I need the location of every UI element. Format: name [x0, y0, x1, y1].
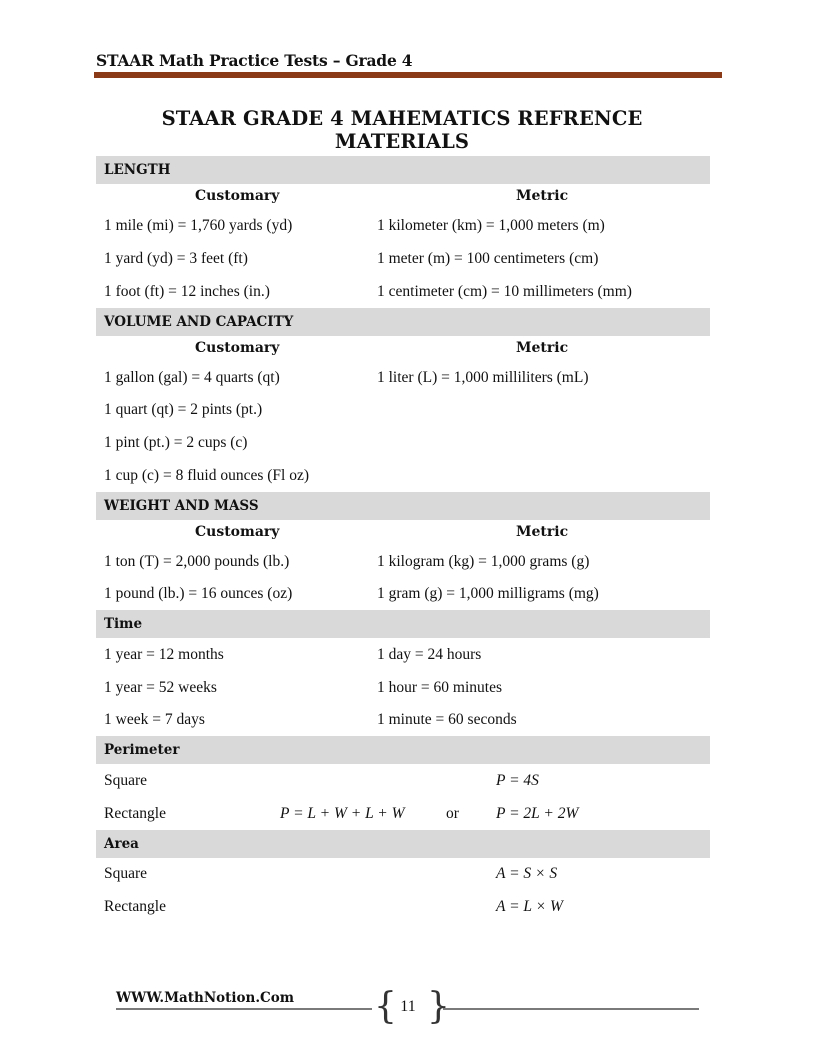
table-row: [96, 362, 710, 394]
customary-label: Customary: [195, 188, 280, 204]
formula: A = L × W: [496, 897, 563, 915]
table-row: [96, 394, 710, 426]
formula: P = L + W + L + W: [280, 804, 405, 822]
shape-label: Square: [104, 865, 148, 882]
metric-cell: 1 liter (L) = 1,000 milliliters (mL): [377, 369, 589, 386]
reference-table: [96, 156, 710, 923]
footer-rule-left: [116, 1008, 372, 1010]
time-cell: 1 year = 52 weeks: [104, 679, 217, 696]
metric-cell: 1 kilogram (kg) = 1,000 grams (g): [377, 553, 590, 570]
footer-rule-right: [443, 1008, 699, 1010]
customary-cell: 1 ton (T) = 2,000 pounds (lb.): [104, 553, 290, 570]
table-row: [96, 578, 710, 610]
time-cell: 1 week = 7 days: [104, 711, 205, 728]
section-heading-perimeter: Perimeter: [96, 736, 710, 764]
or-text: or: [446, 804, 459, 822]
column-headers-length: [96, 184, 710, 210]
table-row: [96, 672, 710, 704]
metric-cell: 1 gram (g) = 1,000 milligrams (mg): [377, 585, 599, 602]
section-heading-length: LENGTH: [96, 156, 710, 184]
formula: A = S × S: [496, 865, 558, 882]
customary-cell: 1 pint (pt.) = 2 cups (c): [104, 433, 248, 451]
page-title: STAAR GRADE 4 MAHEMATICS REFRENCE MATERIALS: [161, 107, 643, 153]
section-heading-volume: VOLUME AND CAPACITY: [96, 308, 710, 336]
customary-cell: 1 pound (lb.) = 16 ounces (oz): [104, 585, 293, 602]
metric-label: Metric: [516, 524, 569, 540]
formula: P = 4S: [496, 771, 539, 789]
table-row: [96, 546, 710, 578]
table-row: [96, 890, 710, 923]
formula: P = 2L + 2W: [496, 804, 579, 822]
table-row: [96, 275, 710, 308]
time-cell: 1 day = 24 hours: [377, 646, 482, 663]
website-link[interactable]: WWW.MathNotion.Com: [116, 990, 295, 1006]
table-row: [96, 638, 710, 672]
customary-cell: 1 quart (qt) = 2 pints (pt.): [104, 401, 263, 418]
table-row: [96, 858, 710, 890]
section-heading-area: Area: [96, 830, 710, 858]
table-row: [96, 210, 710, 242]
time-cell: 1 year = 12 months: [104, 646, 224, 663]
table-row: [96, 426, 710, 459]
right-brace-icon: }: [427, 986, 450, 1027]
customary-cell: 1 cup (c) = 8 fluid ounces (Fl oz): [104, 466, 310, 484]
time-cell: 1 hour = 60 minutes: [377, 679, 502, 696]
metric-cell: 1 kilometer (km) = 1,000 meters (m): [377, 217, 605, 234]
table-row: [96, 242, 710, 275]
customary-cell: 1 foot (ft) = 12 inches (in.): [104, 282, 270, 300]
table-row: [96, 704, 710, 736]
table-row: [96, 764, 710, 797]
header-rule: [94, 72, 722, 78]
shape-label: Rectangle: [104, 897, 166, 915]
metric-cell: 1 meter (m) = 100 centimeters (cm): [377, 249, 599, 267]
column-headers-weight: [96, 520, 710, 546]
metric-cell: 1 centimeter (cm) = 10 millimeters (mm): [377, 282, 632, 300]
shape-label: Square: [104, 771, 148, 789]
metric-label: Metric: [516, 188, 569, 204]
time-cell: 1 minute = 60 seconds: [377, 711, 517, 728]
customary-label: Customary: [195, 524, 280, 540]
shape-label: Rectangle: [104, 804, 166, 822]
metric-label: Metric: [516, 340, 569, 356]
section-heading-weight: WEIGHT AND MASS: [96, 492, 710, 520]
customary-cell: 1 mile (mi) = 1,760 yards (yd): [104, 217, 293, 234]
customary-cell: 1 gallon (gal) = 4 quarts (qt): [104, 369, 280, 386]
column-headers-volume: [96, 336, 710, 362]
running-header-title: STAAR Math Practice Tests – Grade 4: [96, 51, 413, 70]
table-row: [96, 797, 710, 830]
customary-label: Customary: [195, 340, 280, 356]
page-number: 11: [400, 998, 416, 1015]
table-row: [96, 459, 710, 492]
left-brace-icon: {: [374, 986, 397, 1027]
customary-cell: 1 yard (yd) = 3 feet (ft): [104, 249, 248, 267]
section-heading-time: Time: [96, 610, 710, 638]
